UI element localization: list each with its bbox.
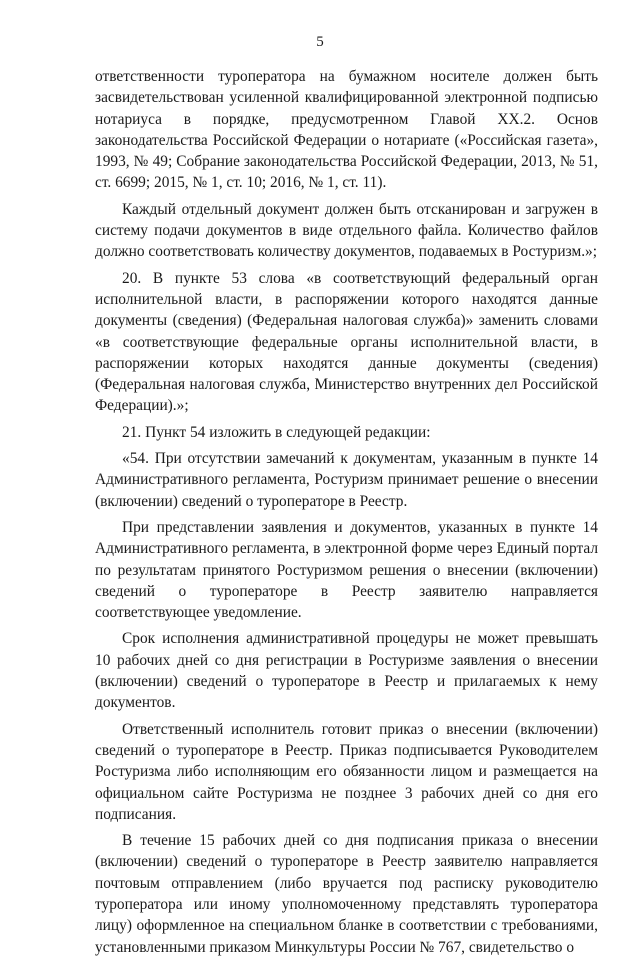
paragraph-clause-54: «54. При отсутствии замечаний к документам, указанным в пункте 14 Административного регламента, Ростуризм принимает решение о внесении (включении) сведений о туроператоре в Реестр. <box>95 450 598 510</box>
paragraph-item-20: 20. В пункте 53 слова «в соответствующий федеральный орган исполнительной власти, в распоряжении которого находятся данные документы (сведения) (Федеральная налоговая служба)» заменить словами «в соответствующие федеральные органы исполнительной власти, в распоряжении которых находятся данные документы (сведения) (Федеральная налоговая служба, Министерство внутренних дел Российской Федерации).»; <box>95 269 598 415</box>
paragraph-deadline: Срок исполнения административной процедуры не может превышать 10 рабочих дней со дня регистрации в Ростуризме заявления о внесении (включении) сведений о туроператоре в Реестр и прилагаемых к нему документов. <box>95 630 598 712</box>
paragraph-order-preparation: Ответственный исполнитель готовит приказ о внесении (включении) сведений о туроператоре в Реестр. Приказ подписывается Руководителем Ростуризма либо исполняющим его обязанности лицом и размещается на официальном сайте Ростуризма не позднее 3 рабочих дней со дня его подписания. <box>95 720 598 823</box>
paragraph-item-21: 21. Пункт 54 изложить в следующей редакции: <box>122 423 431 441</box>
document-body <box>95 66 598 958</box>
paragraph-certificate-delivery: В течение 15 рабочих дней со дня подписания приказа о внесении (включении) сведений о туроператоре в Реестр заявителю направляется почтовым отправлением (либо вручается под расписку руководителю туроператора или иному уполномоченному представлять туроператора лицу) оформленное на специальном бланке в соответствии с требованиями, установленными приказом Минкультуры России № 767, свидетельство о <box>95 832 598 956</box>
paragraph-scan-requirement: Каждый отдельный документ должен быть отсканирован и загружен в систему подачи документов в виде отдельного файла. Количество файлов должно соответствовать количеству документов, подаваемых в Ростуризм.»; <box>95 200 598 261</box>
paragraph-electronic-submission: При представлении заявления и документов, указанных в пункте 14 Административного регламента, в электронной форме через Единый портал по результатам принятого Ростуризмом решения о внесении (включении) сведений о туроператоре в Реестр заявителю направляется соответствующее уведомление. <box>95 518 598 622</box>
page-number: 5 <box>316 34 324 50</box>
paragraph-continuation: ответственности туроператора на бумажном носителе должен быть засвидетельствован усиленной квалифицированной электронной подписью нотариуса в порядке, предусмотренном Главой XX.2. Основ законодательства Российской Федерации о нотариате («Российская газета», 1993, № 49; Собрание законодательства Российской Федерации, 2013, № 51, ст. 6699; 2015, № 1, ст. 10; 2016, № 1, ст. 11). <box>95 68 598 192</box>
